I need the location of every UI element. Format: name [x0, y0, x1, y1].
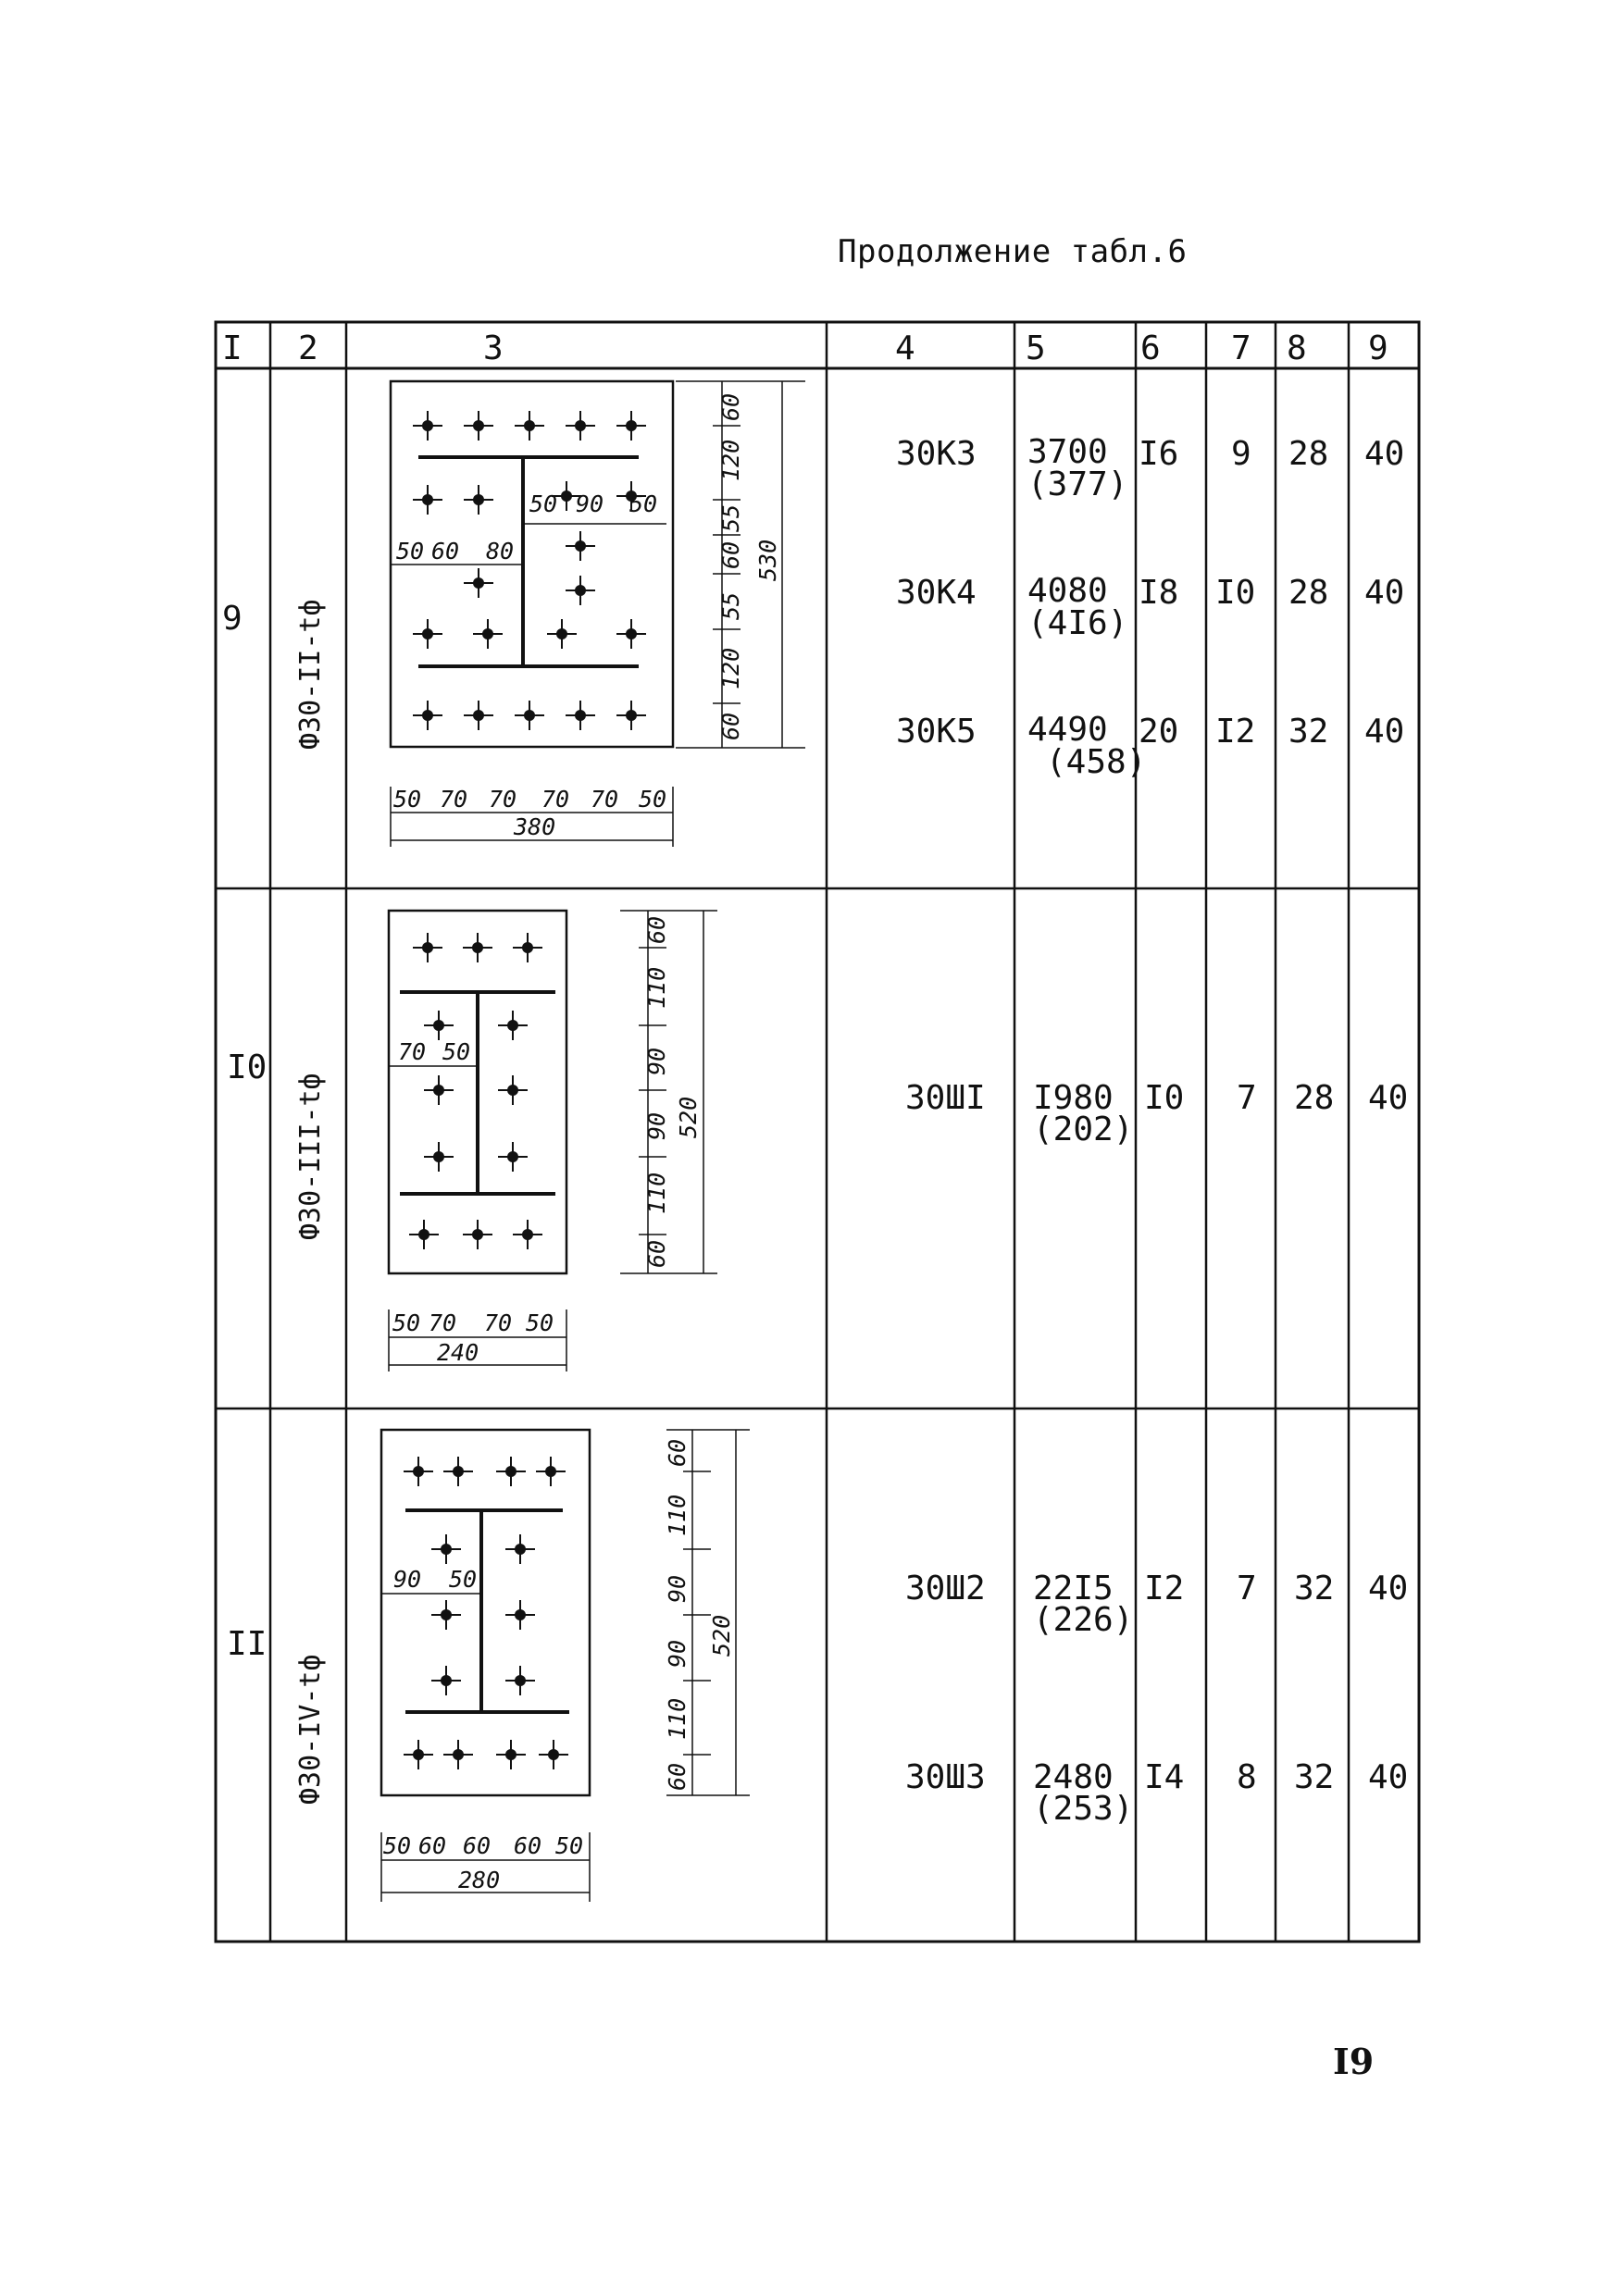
- dimension-labels: [393, 393, 781, 840]
- table-row: [227, 911, 1408, 1371]
- header-col-2: 2: [298, 329, 318, 367]
- cell-col5b: (4I6): [1027, 604, 1128, 642]
- cell-col4: 30Ш3: [905, 1758, 986, 1796]
- dim-label: 60: [431, 538, 460, 565]
- dim-label: 70: [591, 786, 619, 813]
- dim-label: 50: [639, 786, 667, 813]
- cell-col5a: I980: [1033, 1079, 1114, 1117]
- cell-col8: 32: [1294, 1758, 1335, 1796]
- dim-label: 110: [664, 1697, 691, 1740]
- row-number: II: [227, 1625, 268, 1663]
- cell-col6: I8: [1139, 574, 1179, 612]
- cell-col7: I2: [1215, 713, 1256, 751]
- dim-label: 50: [393, 786, 422, 813]
- cell-col9: 40: [1368, 1079, 1409, 1117]
- cell-col5b: (226): [1033, 1601, 1134, 1639]
- header-col-8: 8: [1287, 329, 1307, 367]
- dim-label: 60: [643, 915, 670, 944]
- table-caption: Продолжение табл.6: [838, 233, 1188, 270]
- table-row: [227, 1430, 1408, 1902]
- cell-col5b: (202): [1033, 1111, 1134, 1148]
- dim-label: 70: [489, 786, 517, 813]
- dim-total: 280: [458, 1867, 501, 1893]
- cell-col9: 40: [1368, 1570, 1409, 1607]
- dim-label: 70: [484, 1309, 513, 1336]
- dim-label: 90: [664, 1574, 691, 1603]
- dim-label: 50: [526, 1309, 554, 1336]
- dim-label: 50: [555, 1832, 584, 1859]
- dim-label: 55: [717, 503, 744, 532]
- cell-col9: 40: [1364, 435, 1405, 473]
- cell-col7: 8: [1237, 1758, 1257, 1796]
- dim-total: 520: [675, 1096, 702, 1138]
- cell-col5b: (377): [1027, 465, 1128, 503]
- dim-label: 70: [429, 1309, 457, 1336]
- header-col-3: 3: [483, 329, 504, 367]
- dim-label: 50: [396, 538, 425, 565]
- dimension-labels: [392, 916, 702, 1366]
- cell-col9: 40: [1364, 713, 1405, 751]
- dim-label: 50: [392, 1309, 421, 1336]
- dim-total: 520: [708, 1614, 735, 1657]
- dim-label: 110: [643, 966, 670, 1009]
- dim-label: 50: [383, 1832, 412, 1859]
- header-row: [222, 329, 1388, 367]
- header-col-6: 6: [1140, 329, 1161, 367]
- dim-label: 55: [717, 591, 744, 620]
- cell-col7: I0: [1215, 574, 1256, 612]
- cell-col6: 20: [1139, 713, 1179, 751]
- dim-label: 50: [449, 1566, 478, 1593]
- dim-label: 120: [717, 439, 744, 481]
- dim-label: 60: [418, 1832, 447, 1859]
- cell-col7: 9: [1231, 435, 1251, 473]
- joint-sketch: [381, 1430, 750, 1902]
- dim-label: 120: [717, 647, 744, 689]
- cell-col8: 28: [1294, 1079, 1335, 1117]
- dim-label: 50: [629, 490, 658, 517]
- cell-col4: 30ШI: [905, 1079, 986, 1117]
- cell-col5a: 2480: [1033, 1758, 1114, 1796]
- dim-total: 380: [514, 813, 556, 840]
- cell-col6: I2: [1144, 1570, 1185, 1607]
- cell-col4: 30Ш2: [905, 1570, 986, 1607]
- cell-col6: I4: [1144, 1758, 1185, 1796]
- dim-label: 80: [486, 538, 515, 565]
- header-col-5: 5: [1026, 329, 1046, 367]
- cell-col4: 30К5: [896, 713, 977, 751]
- cell-col5a: 22I5: [1033, 1570, 1114, 1607]
- header-col-4: 4: [895, 329, 915, 367]
- dim-label: 60: [463, 1832, 492, 1859]
- row-mark: Ф30-III-tф: [294, 1073, 327, 1240]
- header-col-1: I: [222, 329, 243, 367]
- cell-col6: I6: [1139, 435, 1179, 473]
- dim-label: 50: [529, 490, 558, 517]
- dim-label: 110: [643, 1172, 670, 1214]
- row-mark: Ф30-IV-tф: [294, 1654, 327, 1805]
- dim-label: 90: [664, 1639, 691, 1668]
- dim-label: 60: [514, 1832, 542, 1859]
- header-col-9: 9: [1368, 329, 1388, 367]
- header-col-7: 7: [1231, 329, 1251, 367]
- dim-label: 60: [717, 540, 744, 569]
- bolt-holes: [404, 1457, 568, 1769]
- dim-label: 90: [393, 1566, 422, 1593]
- cell-col7: 7: [1237, 1570, 1257, 1607]
- dim-label: 90: [576, 490, 604, 517]
- cell-col5b: (458): [1046, 743, 1147, 781]
- table-row: [222, 381, 1404, 847]
- dim-label: 90: [643, 1047, 670, 1075]
- cell-col5a: 4080: [1027, 572, 1108, 610]
- cell-col4: 30К4: [896, 574, 977, 612]
- row-number: I0: [227, 1049, 268, 1086]
- dim-total: 530: [754, 539, 781, 581]
- cell-col6: I0: [1144, 1079, 1185, 1117]
- dim-label: 110: [664, 1494, 691, 1536]
- page-number: I9: [1333, 2041, 1375, 2082]
- dim-label: 60: [717, 392, 744, 421]
- row-number: 9: [222, 600, 243, 638]
- dim-label: 90: [643, 1111, 670, 1140]
- dim-label: 50: [442, 1038, 471, 1065]
- cell-col9: 40: [1364, 574, 1405, 612]
- cell-col5b: (253): [1033, 1790, 1134, 1828]
- cell-col4: 30К3: [896, 435, 977, 473]
- dim-total: 240: [437, 1339, 479, 1366]
- dim-label: 70: [440, 786, 468, 813]
- dim-label: 60: [717, 712, 744, 740]
- cell-col9: 40: [1368, 1758, 1409, 1796]
- dim-label: 70: [541, 786, 570, 813]
- dim-label: 70: [398, 1038, 427, 1065]
- cell-col8: 28: [1288, 574, 1329, 612]
- dim-label: 60: [664, 1438, 691, 1467]
- dimension-labels: [383, 1439, 735, 1893]
- cell-col8: 32: [1294, 1570, 1335, 1607]
- row-mark: Ф30-II-tф: [294, 599, 327, 750]
- cell-col5a: 3700: [1027, 433, 1108, 471]
- dim-label: 60: [643, 1239, 670, 1268]
- cell-col8: 28: [1288, 435, 1329, 473]
- dim-label: 60: [664, 1762, 691, 1791]
- cell-col8: 32: [1288, 713, 1329, 751]
- cell-col5a: 4490: [1027, 711, 1108, 749]
- cell-col7: 7: [1237, 1079, 1257, 1117]
